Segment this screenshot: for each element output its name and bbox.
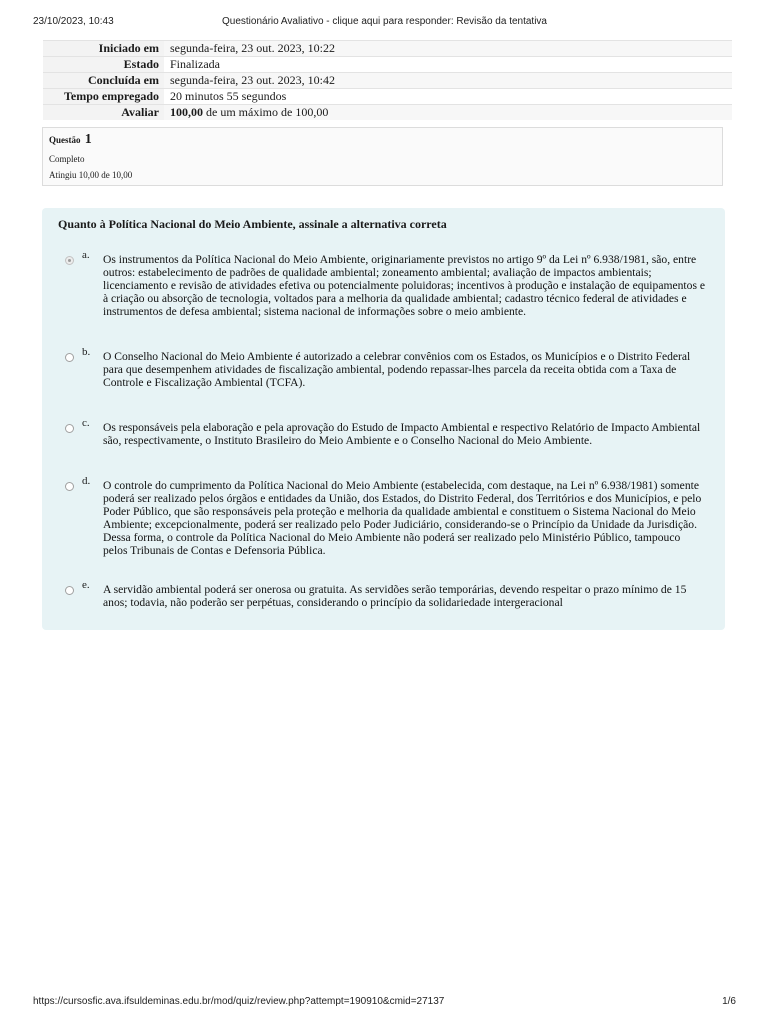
answer-letter: c.	[82, 417, 90, 429]
grade-max: de um máximo de 100,00	[203, 105, 329, 119]
summary-row	[43, 73, 732, 89]
answer-option-a[interactable]	[62, 249, 707, 318]
radio-selected-icon[interactable]	[65, 256, 74, 265]
summary-row	[43, 105, 732, 121]
radio-icon[interactable]	[65, 482, 74, 491]
answer-text: Os responsáveis pela elaboração e pela aprovação do Estudo de Impacto Ambiental e respectivo Relatório de Impacto Ambiental são, respectivamente, o Instituto Brasileiro do Meio Ambiente e o Conselho Nacional do Meio Ambiente.	[103, 421, 701, 447]
question-info-box	[42, 127, 723, 186]
answer-text: O controle do cumprimento da Política Nacional do Meio Ambiente (estabelecida, com destaque, na Lei nº 6.938/1981) somente poderá ser realizado pelos órgãos e entidades da União, dos Estados, do Distrito Federal, dos Territórios e dos Municípios, e pelo Poder Público, que são responsáveis pela proteção e melhoria da qualidade ambiental e constituem o Sistema Nacional do Meio Ambiente; excepcionalmente, poderá ser realizado pelo Poder Judiciário, considerando-se o Princípio da Unidade da Jurisdição. Dessa forma, o controle da Política Nacional do Meio Ambiente não poderá ser realizado pelo Ministério Público, tampouco pelos Tribunais de Contas e Defensoria Pública.	[103, 479, 702, 557]
summary-label: Tempo empregado	[43, 89, 164, 105]
radio-icon[interactable]	[65, 353, 74, 362]
answer-letter: b.	[82, 346, 91, 358]
grade-score: 100,00	[170, 105, 203, 119]
summary-row	[43, 57, 732, 73]
answer-option-d[interactable]	[62, 475, 707, 557]
answer-text: Os instrumentos da Política Nacional do Meio Ambiente, originariamente previstos no artigo 9º da Lei nº 6.938/1981, são, entre outros: estabelecimento de padrões de qualidade ambiental; zoneamento ambiental; avaliação de impactos ambientais; licenciamento e revisão de atividades efetiva ou potencialmente poluidoras; incentivos à produção e instalação de equipamentos e à criação ou absorção de tecnologia, voltados para a melhoria da qualidade ambiental; cadastro técnico federal de atividades e instrumentos de defesa ambiental; sistema nacional de informações sobre o meio ambiente.	[103, 253, 706, 318]
summary-label: Avaliar	[43, 105, 164, 121]
answer-text: O Conselho Nacional do Meio Ambiente é autorizado a celebrar convênios com os Estados, os Municípios e o Distrito Federal para que desempenhem atividades de fiscalização ambiental, podendo repassar-lhes parcela da receita obtida com a Taxa de Controle e Fiscalização Ambiental (TCFA).	[103, 350, 691, 389]
answer-letter: a.	[82, 249, 90, 261]
question-label: Questão	[49, 135, 81, 145]
summary-row	[43, 41, 732, 57]
print-datetime: 23/10/2023, 10:43	[33, 16, 114, 27]
attempt-summary-table	[43, 40, 732, 120]
answer-letter: d.	[82, 475, 91, 487]
print-page-title: Questionário Avaliativo - clique aqui para responder: Revisão da tentativa	[221, 16, 547, 27]
answer-option-e[interactable]	[62, 579, 707, 609]
page-url: https://cursosfic.ava.ifsuldeminas.edu.br/mod/quiz/review.php?attempt=190910&cmid=27137	[33, 996, 445, 1007]
summary-value: Finalizada	[164, 57, 732, 73]
radio-icon[interactable]	[65, 424, 74, 433]
answer-text: A servidão ambiental poderá ser onerosa ou gratuita. As servidões serão temporárias, devendo respeitar o prazo mínimo de 15 anos; todavia, não poderão ser perpétuas, considerando o princípio da solidariedade intergeracional	[103, 583, 687, 609]
radio-icon[interactable]	[65, 586, 74, 595]
summary-label: Iniciado em	[43, 41, 164, 57]
print-header	[33, 16, 736, 30]
question-formulation	[42, 208, 725, 630]
question-text: Quanto à Política Nacional do Meio Ambiente, assinale a alternativa correta	[58, 217, 447, 231]
summary-row	[43, 89, 732, 105]
summary-value	[164, 105, 732, 121]
question-grade: Atingiu 10,00 de 10,00	[49, 170, 133, 180]
summary-label: Estado	[43, 57, 164, 73]
print-footer	[33, 996, 736, 1010]
summary-label: Concluída em	[43, 73, 164, 89]
answer-letter: e.	[82, 579, 90, 591]
summary-value: 20 minutos 55 segundos	[164, 89, 732, 105]
summary-value: segunda-feira, 23 out. 2023, 10:22	[164, 41, 732, 57]
page-counter: 1/6	[722, 996, 736, 1007]
summary-value: segunda-feira, 23 out. 2023, 10:42	[164, 73, 732, 89]
answer-option-b[interactable]	[62, 346, 707, 389]
question-state: Completo	[49, 154, 85, 164]
question-number	[49, 132, 716, 148]
answer-option-c[interactable]	[62, 417, 707, 447]
question-number-value: 1	[84, 132, 92, 147]
